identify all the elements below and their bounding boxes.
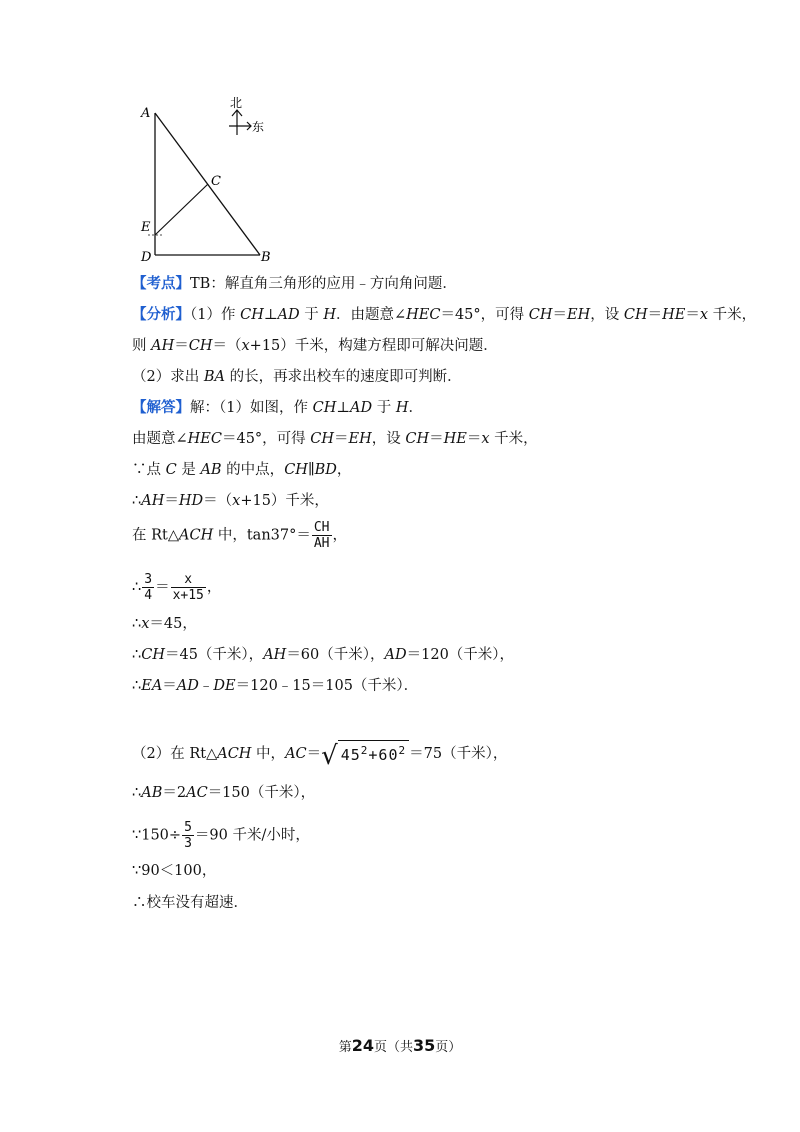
jieda-line-1: 【解答】解：（1）如图，作 CH⊥AD 于 H．	[132, 400, 423, 416]
jieda-line-4: ∴AH＝HD＝（x+15）千米，	[132, 493, 329, 509]
geometry-figure	[130, 90, 280, 270]
jieda-line-9: ∴EA＝AD﹣DE＝120﹣15＝105（千米）．	[132, 678, 419, 694]
fraction-5-3: $\frac{5}{3}$	[184, 820, 192, 851]
jieda-line-7: ∴x＝45，	[132, 616, 197, 632]
label-a: A	[141, 106, 151, 121]
kaodian-text: TB：解直角三角形的应用﹣方向角问题．	[190, 276, 457, 292]
fraction-ch-ah: $\frac{CH}{AH}$	[313, 520, 330, 551]
label-e: E	[141, 220, 151, 235]
fenxi-tag: 【分析】	[132, 307, 190, 323]
jieda-line-3: ∵点 C 是 AB 的中点，CH∥BD，	[132, 462, 352, 478]
radical-sign-icon: √	[321, 741, 338, 771]
label-b: B	[261, 250, 271, 265]
fraction-3-4: $\frac{3}{4}$	[144, 572, 153, 603]
part2-line-2: ∴AB＝2AC＝150（千米），	[132, 785, 316, 801]
fenxi-line-2: 则 AH＝CH＝（x+15）千米，构建方程即可解决问题．	[132, 338, 498, 354]
fenxi-line-1: 【分析】（1）作 CH⊥AD 于 H．由题意∠HEC＝45°，可得 CH＝EH，设 CH＝HE＝x 千米，	[132, 307, 757, 323]
jieda-line-8: ∴CH＝45（千米），AH＝60（千米），AD＝120（千米），	[132, 647, 515, 663]
compass-east-label: 东	[252, 120, 265, 134]
part2-line-4: ∵90＜100，	[132, 863, 217, 879]
current-page-number: 24	[351, 1036, 374, 1055]
square-root-expression: √ $45^2+60^2$	[321, 740, 409, 768]
compass-icon	[229, 110, 251, 135]
part2-line-1: （2）在 Rt△ACH 中，AC＝√ $45^2+60^2 =75$（千米），	[132, 741, 508, 771]
label-c: C	[211, 174, 221, 189]
compass-north-label: 北	[230, 96, 243, 110]
jieda-tag: 【解答】	[132, 400, 190, 416]
fraction-x-x15: $\frac{x}{x+15}$	[172, 572, 204, 603]
part2-line-5: ∴校车没有超速．	[132, 895, 248, 911]
part2-line-3: ∵150÷ $\frac{5}{3}$ ＝90 千米/小时，	[132, 820, 310, 851]
kaodian-tag: 【考点】	[132, 276, 190, 292]
jieda-line-2: 由题意∠HEC＝45°，可得 CH＝EH，设 CH＝HE＝x 千米，	[132, 431, 538, 447]
kaodian-line	[132, 274, 457, 294]
fenxi-line-3: （2）求出 BA 的长，再求出校车的速度即可判断．	[132, 369, 462, 385]
segment-ec	[155, 184, 208, 235]
jieda-line-5: 在 Rt△ACH 中，tan37°＝ $\frac{CH}{AH}$ ，	[132, 520, 348, 551]
page-footer: 第24页（共35页）	[338, 1036, 462, 1055]
total-page-count: 35	[413, 1036, 436, 1055]
label-d: D	[141, 250, 152, 265]
jieda-line-6: ∴ $\frac{3}{4}$ ＝ $\frac{x}{x+15}$ ，	[132, 572, 222, 603]
